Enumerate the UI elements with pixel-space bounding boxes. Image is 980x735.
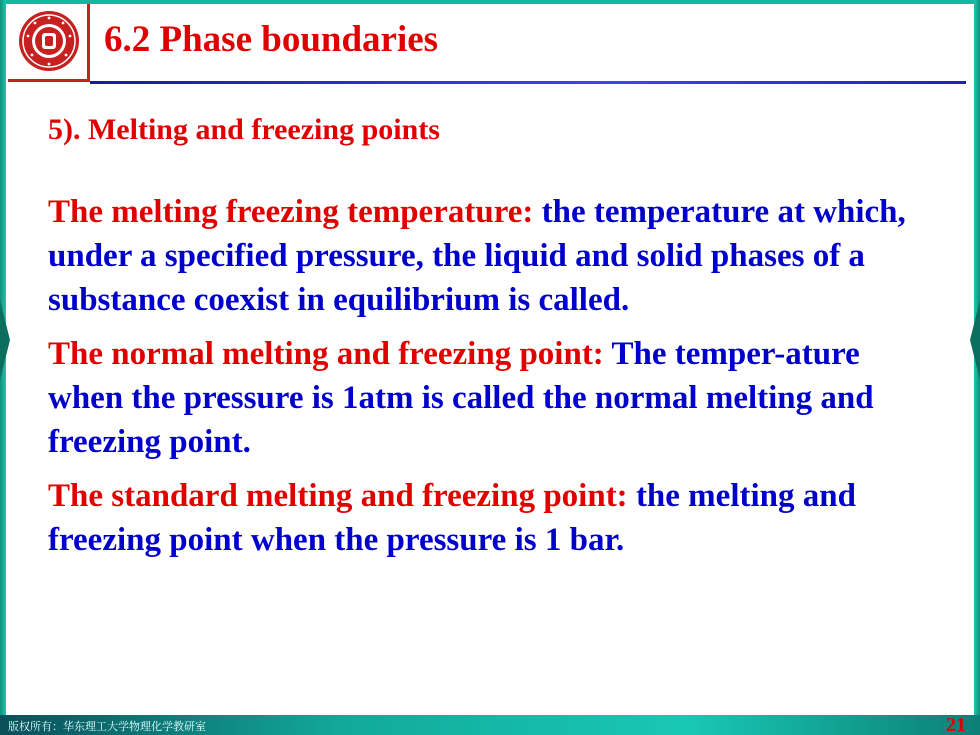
section-subtitle: 5). Melting and freezing points [48,113,440,146]
definition-term: The melting freezing temperature: [48,194,534,230]
definition-normal-melting-point [48,332,938,464]
copyright-text: 版权所有：华东理工大学物理化学教研室 [8,720,206,733]
slide-content [48,112,938,572]
definition-term: The standard melting and freezing point: [48,478,628,514]
definition-description: the temperature at which, under a specified pressure, the liquid and solid phases of a substance coexist in equilibrium is called. [48,194,906,318]
definition-melting-freezing-temperature [48,190,938,322]
definition-standard-melting-point [48,474,938,562]
definition-term: The normal melting and freezing point: [48,336,604,372]
university-seal-icon [18,10,80,72]
definition-description: The temper-ature when the pressure is 1atm is called the normal melting and freezing point. [48,336,874,460]
slide-header [6,4,974,84]
logo-box [8,4,90,82]
page-number: 21 [946,714,966,735]
title-underline [90,81,966,84]
frame-notch-right [970,300,980,380]
definition-description: the melting and freezing point when the pressure is 1 bar. [48,478,856,558]
frame-notch-left [0,300,10,380]
slide-footer [0,715,980,735]
slide-title: 6.2 Phase boundaries [104,19,439,60]
